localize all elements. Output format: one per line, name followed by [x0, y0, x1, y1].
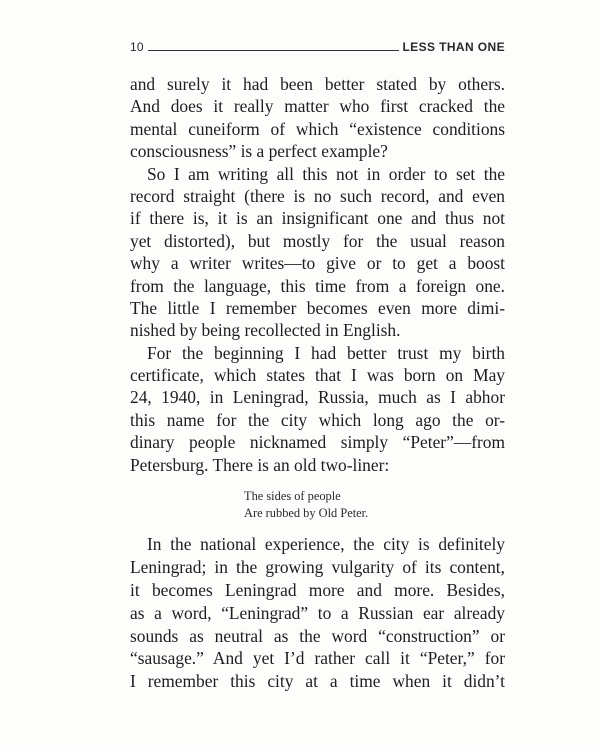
page-number: 10 [130, 40, 144, 54]
text-line: why a writer writes—to give or to get a boost [130, 253, 505, 274]
body-text-top [130, 73, 505, 476]
text-line: mental cuneiform of which “existence conditions [130, 118, 505, 139]
text-line: In the national experience, the city is definitely [147, 534, 505, 554]
text-line: if there is, it is an insignificant one and thus not [130, 208, 505, 229]
text-line: sounds as neutral as the word “construction” or [130, 625, 505, 646]
text-line: this name for the city which long ago the or- [130, 409, 505, 430]
body-text-bottom [130, 533, 505, 693]
running-head [130, 38, 505, 54]
text-line: from the language, this time from a foreign one. [130, 275, 505, 296]
text-line: And does it really matter who first cracked the [130, 96, 505, 117]
text-line: The little I remember becomes even more dimi- [130, 297, 505, 318]
text-line: and surely it had been better stated by others. [130, 74, 505, 94]
text-line: consciousness” is a perfect example? [130, 141, 388, 162]
text-line: as a word, “Leningrad” to a Russian ear already [130, 602, 505, 623]
text-line: dinary people nicknamed simply “Peter”—from [130, 432, 505, 453]
header-rule [148, 50, 400, 51]
text-line: yet distorted), but mostly for the usual reason [130, 230, 505, 251]
verse-quote [244, 488, 368, 521]
text-line: “sausage.” And yet I’d rather call it “Peter,” for [130, 648, 505, 669]
verse-line: Are rubbed by Old Peter. [244, 505, 369, 520]
text-line: 24, 1940, in Leningrad, Russia, much as I abhor [130, 387, 505, 408]
text-line: certificate, which states that I was born on May [130, 365, 505, 386]
text-line: Leningrad; in the growing vulgarity of its content, [130, 556, 505, 577]
text-line: Petersburg. There is an old two-liner: [130, 454, 390, 475]
text-line: nished by being recollected in English. [130, 320, 401, 341]
text-line: record straight (there is no such record, and even [130, 185, 505, 206]
text-line: For the beginning I had better trust my birth [147, 342, 505, 363]
text-line: So I am writing all this not in order to set the [147, 163, 505, 184]
text-line: it becomes Leningrad more and more. Besides, [130, 579, 505, 600]
text-line: I remember this city at a time when it didn’t [130, 671, 505, 692]
book-title: LESS THAN ONE [402, 40, 505, 54]
verse-line: The sides of people [244, 489, 341, 503]
